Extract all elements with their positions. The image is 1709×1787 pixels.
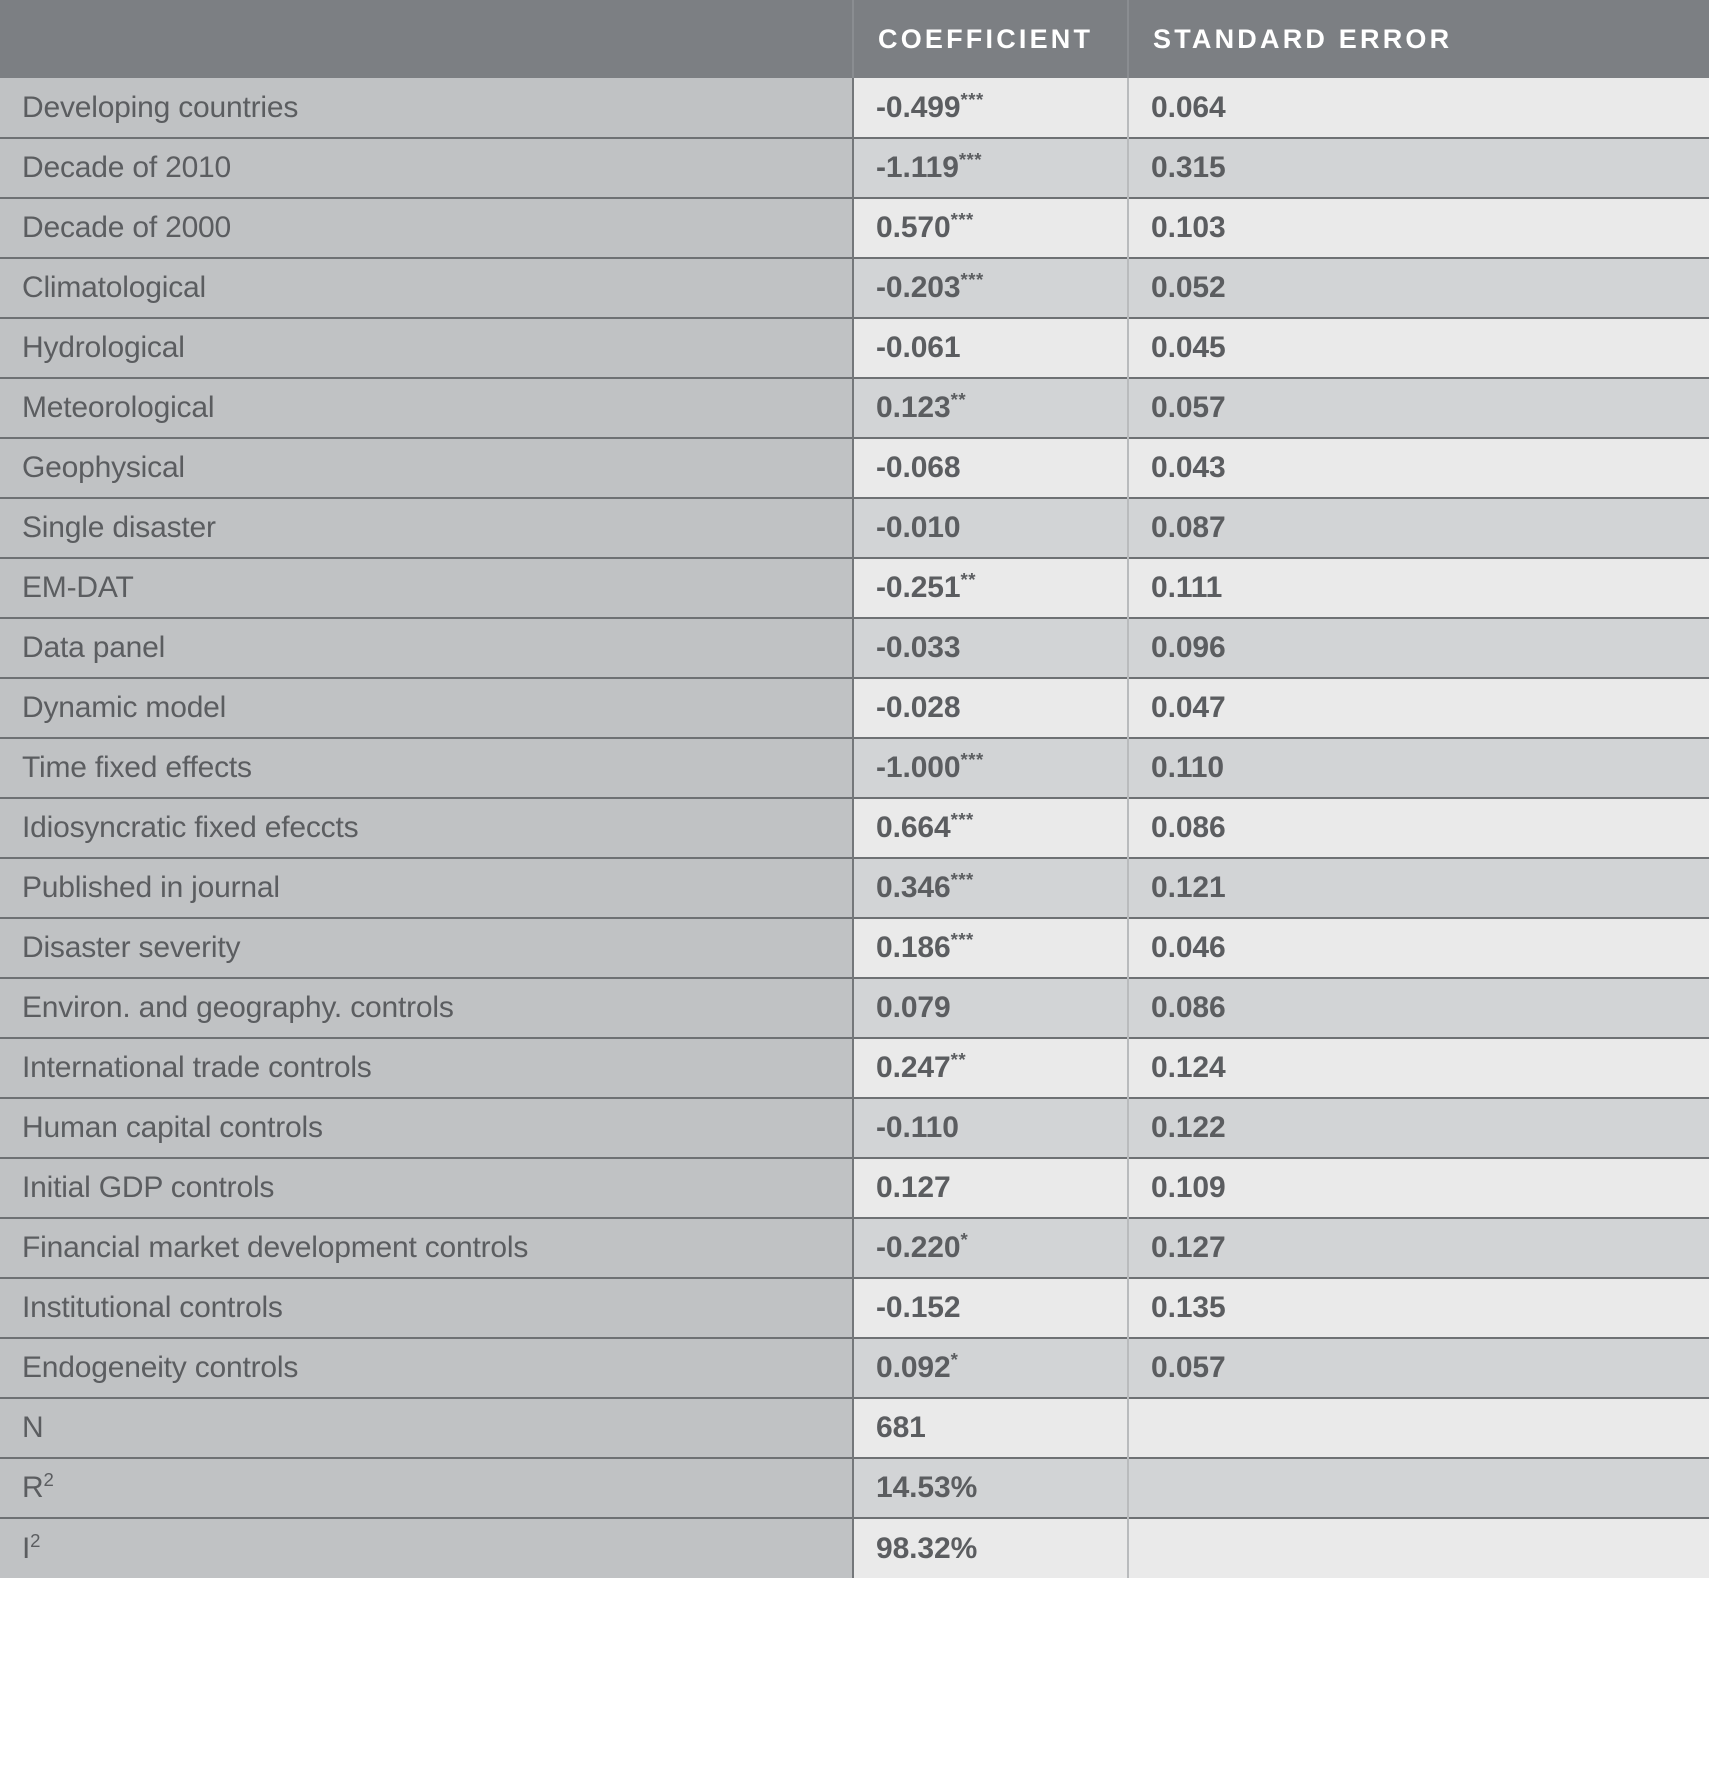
table-row (0, 678, 1709, 738)
table-row (0, 198, 1709, 258)
coefficient-value (853, 438, 1128, 498)
standard-error-value: 0.057 (1128, 378, 1709, 438)
coefficient-value (853, 378, 1128, 438)
table-row (0, 1338, 1709, 1398)
row-label-text: I (22, 1531, 31, 1565)
table-row (0, 618, 1709, 678)
coefficient-number: 0.127 (876, 1171, 951, 1204)
row-label-superscript: 2 (43, 1469, 54, 1490)
coefficient-number: 14.53% (876, 1471, 978, 1504)
standard-error-value: 0.047 (1128, 678, 1709, 738)
significance-stars: *** (950, 209, 974, 230)
standard-error-value: 0.045 (1128, 318, 1709, 378)
row-label-text: Dynamic model (22, 691, 227, 724)
row-label-text: Published in journal (22, 871, 280, 904)
coefficient-value (853, 918, 1128, 978)
coefficient-value (853, 1458, 1128, 1518)
standard-error-value: 0.135 (1128, 1278, 1709, 1338)
coefficient-number: -0.152 (876, 1291, 961, 1324)
table-row (0, 1518, 1709, 1578)
row-label (0, 198, 853, 258)
table-row (0, 438, 1709, 498)
row-label (0, 918, 853, 978)
row-label (0, 558, 853, 618)
table-row (0, 978, 1709, 1038)
row-label-text: Decade of 2010 (22, 151, 232, 184)
row-label-text: Single disaster (22, 511, 216, 544)
row-label-text: Hydrological (22, 331, 185, 364)
coefficient-number: 0.346 (876, 871, 951, 904)
coefficient-value (853, 78, 1128, 138)
row-label (0, 498, 853, 558)
coefficient-number: 681 (876, 1411, 926, 1444)
row-label (0, 1398, 853, 1458)
table-header (0, 0, 1709, 78)
row-label (0, 798, 853, 858)
row-label-text: Disaster severity (22, 931, 241, 964)
column-header-label (0, 0, 853, 78)
row-label (0, 1098, 853, 1158)
table-row (0, 738, 1709, 798)
standard-error-value (1128, 1518, 1709, 1578)
significance-stars: *** (950, 869, 974, 890)
significance-stars: *** (950, 929, 974, 950)
standard-error-value: 0.124 (1128, 1038, 1709, 1098)
table-row (0, 1278, 1709, 1338)
coefficient-value (853, 318, 1128, 378)
coefficient-number: 98.32% (876, 1531, 978, 1565)
row-label (0, 1338, 853, 1398)
significance-stars: *** (960, 88, 984, 110)
coefficient-number: -0.061 (876, 331, 961, 364)
column-header-standard-error: STANDARD ERROR (1128, 0, 1709, 78)
coefficient-number: -1.119 (876, 151, 959, 184)
row-label (0, 258, 853, 318)
standard-error-value: 0.315 (1128, 138, 1709, 198)
row-label-text: Endogeneity controls (22, 1351, 299, 1384)
row-label-text: N (22, 1411, 44, 1444)
standard-error-value: 0.103 (1128, 198, 1709, 258)
row-label-text: Institutional controls (22, 1291, 283, 1324)
table-row (0, 318, 1709, 378)
significance-stars: * (950, 1349, 959, 1370)
row-label-text: Decade of 2000 (22, 211, 232, 244)
coefficient-value (853, 258, 1128, 318)
coefficient-number: -0.251 (876, 571, 961, 604)
coefficient-number: -0.068 (876, 451, 961, 484)
table-row (0, 1098, 1709, 1158)
standard-error-value: 0.122 (1128, 1098, 1709, 1158)
significance-stars: * (960, 1229, 969, 1250)
row-label-text: Financial market development controls (22, 1231, 529, 1264)
coefficient-value (853, 678, 1128, 738)
row-label (0, 78, 853, 138)
significance-stars: *** (958, 149, 983, 170)
table-row (0, 1158, 1709, 1218)
coefficient-number: -0.220 (876, 1231, 961, 1264)
row-label-text: Meteorological (22, 391, 215, 424)
coefficient-value (853, 1518, 1128, 1578)
standard-error-value: 0.110 (1128, 738, 1709, 798)
significance-stars: *** (950, 809, 974, 830)
standard-error-value: 0.087 (1128, 498, 1709, 558)
standard-error-value: 0.057 (1128, 1338, 1709, 1398)
table-row (0, 1458, 1709, 1518)
coefficient-value (853, 558, 1128, 618)
row-label-text: Idiosyncratic fixed efeccts (22, 811, 359, 844)
row-label-superscript: 2 (30, 1529, 41, 1551)
table-row (0, 1398, 1709, 1458)
coefficient-number: -1.000 (876, 751, 961, 784)
row-label-text: Data panel (22, 631, 166, 664)
row-label (0, 618, 853, 678)
coefficient-value (853, 858, 1128, 918)
coefficient-value (853, 1218, 1128, 1278)
coefficient-value (853, 1398, 1128, 1458)
row-label (0, 858, 853, 918)
row-label (0, 138, 853, 198)
table-row (0, 378, 1709, 438)
row-label-text: Initial GDP controls (22, 1171, 275, 1204)
table-row (0, 1038, 1709, 1098)
row-label-text: Climatological (22, 271, 206, 304)
coefficient-value (853, 498, 1128, 558)
table-row (0, 858, 1709, 918)
coefficient-value (853, 138, 1128, 198)
coefficient-number: -0.028 (876, 691, 961, 724)
coefficient-value (853, 1158, 1128, 1218)
coefficient-value (853, 1278, 1128, 1338)
standard-error-value: 0.111 (1128, 558, 1709, 618)
coefficient-value (853, 1038, 1128, 1098)
column-header-coefficient: COEFFICIENT (853, 0, 1128, 78)
row-label (0, 318, 853, 378)
row-label (0, 978, 853, 1038)
coefficient-number: 0.079 (876, 991, 951, 1024)
standard-error-value: 0.086 (1128, 798, 1709, 858)
significance-stars: ** (950, 389, 967, 410)
coefficient-number: 0.664 (876, 811, 951, 844)
coefficient-number: 0.092 (876, 1351, 951, 1384)
table-row (0, 798, 1709, 858)
table-body (0, 78, 1709, 1578)
table-row (0, 78, 1709, 138)
coefficient-number: 0.247 (876, 1051, 951, 1084)
row-label-text: Geophysical (22, 451, 185, 484)
row-label (0, 1218, 853, 1278)
table-row (0, 558, 1709, 618)
standard-error-value: 0.064 (1128, 78, 1709, 138)
coefficient-number: -0.203 (876, 271, 961, 304)
row-label (0, 738, 853, 798)
row-label-text: Time fixed effects (22, 751, 252, 784)
standard-error-value: 0.043 (1128, 438, 1709, 498)
table-row (0, 1218, 1709, 1278)
coefficient-number: -0.033 (876, 631, 961, 664)
standard-error-value (1128, 1458, 1709, 1518)
standard-error-value: 0.109 (1128, 1158, 1709, 1218)
coefficient-number: 0.186 (876, 931, 951, 964)
standard-error-value: 0.086 (1128, 978, 1709, 1038)
significance-stars: *** (960, 749, 984, 770)
coefficient-value (853, 1098, 1128, 1158)
row-label (0, 1518, 853, 1578)
coefficient-number: 0.123 (876, 391, 951, 424)
row-label-text: Environ. and geography. controls (22, 991, 454, 1024)
row-label (0, 1038, 853, 1098)
standard-error-value: 0.096 (1128, 618, 1709, 678)
coefficient-value (853, 798, 1128, 858)
row-label (0, 1158, 853, 1218)
significance-stars: *** (960, 269, 984, 290)
row-label-text: EM-DAT (22, 571, 134, 604)
standard-error-value: 0.127 (1128, 1218, 1709, 1278)
row-label-text: R (22, 1471, 44, 1504)
row-label (0, 1278, 853, 1338)
row-label-text: International trade controls (22, 1051, 372, 1084)
header-row (0, 0, 1709, 78)
coefficient-number: 0.570 (876, 211, 951, 244)
row-label (0, 1458, 853, 1518)
significance-stars: ** (950, 1049, 967, 1070)
coefficient-value (853, 738, 1128, 798)
table-row (0, 498, 1709, 558)
coefficient-number: -0.499 (876, 90, 961, 124)
row-label (0, 378, 853, 438)
standard-error-value: 0.046 (1128, 918, 1709, 978)
standard-error-value (1128, 1398, 1709, 1458)
coefficient-value (853, 618, 1128, 678)
standard-error-value: 0.121 (1128, 858, 1709, 918)
coefficient-value (853, 198, 1128, 258)
row-label (0, 438, 853, 498)
row-label-text: Developing countries (22, 90, 299, 124)
coefficient-value (853, 1338, 1128, 1398)
table-row (0, 138, 1709, 198)
coefficient-number: -0.010 (876, 511, 961, 544)
standard-error-value: 0.052 (1128, 258, 1709, 318)
coefficient-value (853, 978, 1128, 1038)
coefficient-number: -0.110 (876, 1111, 959, 1144)
significance-stars: ** (960, 569, 976, 590)
row-label (0, 678, 853, 738)
table-row (0, 258, 1709, 318)
table-row (0, 918, 1709, 978)
row-label-text: Human capital controls (22, 1111, 323, 1144)
